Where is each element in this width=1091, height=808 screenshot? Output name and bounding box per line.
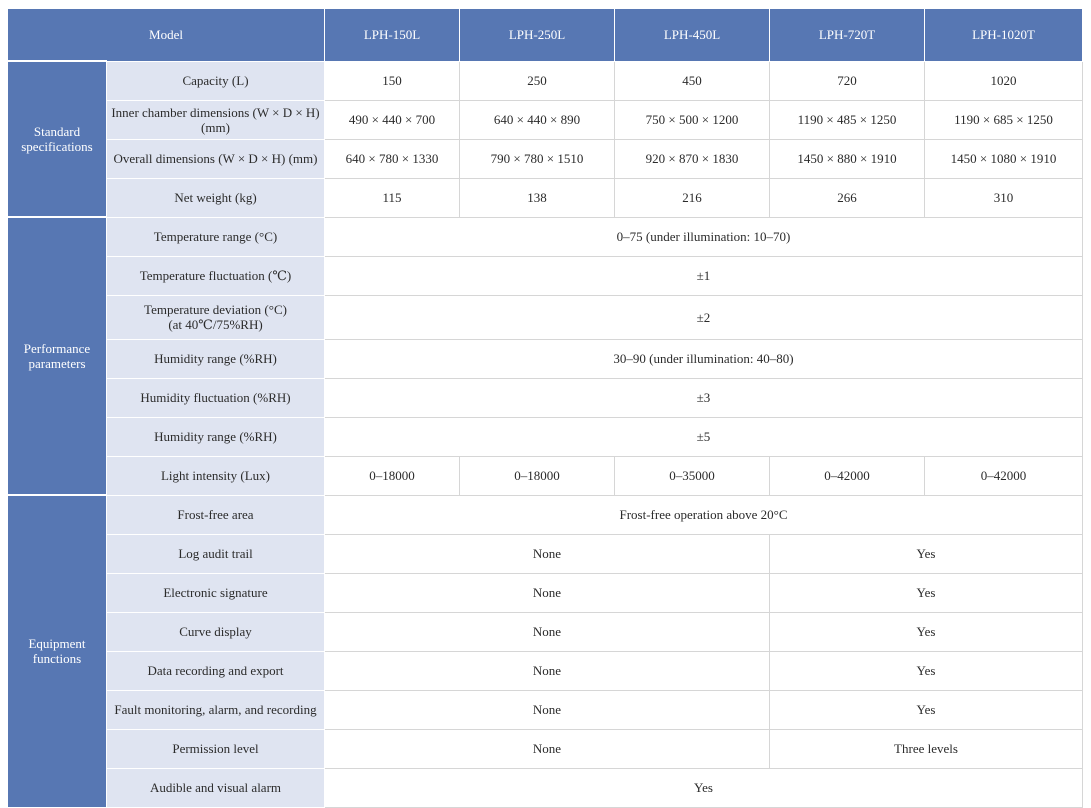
row-label: Fault monitoring, alarm, and recording (107, 690, 325, 729)
cell-value: 0–18000 (325, 456, 460, 495)
table-row (8, 339, 1083, 378)
cell-value: 750 × 500 × 1200 (615, 100, 770, 139)
cell-value: 1190 × 485 × 1250 (770, 100, 925, 139)
model-col-3: LPH-450L (615, 9, 770, 62)
row-label: Humidity fluctuation (%RH) (107, 378, 325, 417)
table-row (8, 690, 1083, 729)
header-row (8, 9, 1083, 62)
cell-value: Frost-free operation above 20°C (325, 495, 1083, 534)
row-label (107, 295, 325, 339)
cell-value: 0–42000 (925, 456, 1083, 495)
equipment-section (8, 495, 1083, 807)
row-label: Audible and visual alarm (107, 768, 325, 807)
cell-value: Yes (770, 651, 1083, 690)
table-row (8, 295, 1083, 339)
row-label: Humidity range (%RH) (107, 339, 325, 378)
cell-value: ±5 (325, 417, 1083, 456)
table-row (8, 456, 1083, 495)
specifications-table (7, 8, 1083, 808)
cell-value: 1020 (925, 61, 1083, 100)
cell-value: 720 (770, 61, 925, 100)
cell-value: 115 (325, 178, 460, 217)
row-label: Light intensity (Lux) (107, 456, 325, 495)
model-col-2: LPH-250L (460, 9, 615, 62)
row-label-line2: (at 40℃/75%RH) (168, 317, 263, 332)
row-label: Overall dimensions (W × D × H) (mm) (107, 139, 325, 178)
cell-value: None (325, 651, 770, 690)
cell-value: ±1 (325, 256, 1083, 295)
table-row (8, 417, 1083, 456)
row-label: Humidity range (%RH) (107, 417, 325, 456)
cell-value: 0–35000 (615, 456, 770, 495)
cell-value: 150 (325, 61, 460, 100)
cell-value: 640 × 780 × 1330 (325, 139, 460, 178)
table-row (8, 61, 1083, 100)
cell-value: 310 (925, 178, 1083, 217)
group-label-performance: Performance parameters (8, 217, 107, 495)
table-row (8, 729, 1083, 768)
group-label-standard: Standard specifications (8, 61, 107, 217)
cell-value: 1450 × 1080 × 1910 (925, 139, 1083, 178)
cell-value: 790 × 780 × 1510 (460, 139, 615, 178)
cell-value: 490 × 440 × 700 (325, 100, 460, 139)
row-label-line1: Temperature deviation (°C) (144, 302, 287, 317)
cell-value: None (325, 573, 770, 612)
group-label-equipment: Equipment functions (8, 495, 107, 807)
cell-value: ±2 (325, 295, 1083, 339)
row-label: Temperature range (°C) (107, 217, 325, 256)
cell-value: 450 (615, 61, 770, 100)
cell-value: ±3 (325, 378, 1083, 417)
cell-value: None (325, 612, 770, 651)
cell-value: None (325, 690, 770, 729)
cell-value: Three levels (770, 729, 1083, 768)
table-row (8, 100, 1083, 139)
cell-value: 250 (460, 61, 615, 100)
row-label: Log audit trail (107, 534, 325, 573)
table-row (8, 612, 1083, 651)
table-row (8, 139, 1083, 178)
cell-value: 0–18000 (460, 456, 615, 495)
table-row (8, 256, 1083, 295)
cell-value: 1450 × 880 × 1910 (770, 139, 925, 178)
row-label: Curve display (107, 612, 325, 651)
model-col-4: LPH-720T (770, 9, 925, 62)
row-label: Electronic signature (107, 573, 325, 612)
row-label: Frost-free area (107, 495, 325, 534)
table-row (8, 534, 1083, 573)
cell-value: 0–75 (under illumination: 10–70) (325, 217, 1083, 256)
standard-section (8, 61, 1083, 217)
cell-value: 920 × 870 × 1830 (615, 139, 770, 178)
table-row (8, 495, 1083, 534)
table-row (8, 651, 1083, 690)
cell-value: 1190 × 685 × 1250 (925, 100, 1083, 139)
row-label: Capacity (L) (107, 61, 325, 100)
cell-value: Yes (770, 534, 1083, 573)
cell-value: Yes (770, 612, 1083, 651)
model-col-1: LPH-150L (325, 9, 460, 62)
table-row (8, 573, 1083, 612)
cell-value: Yes (770, 690, 1083, 729)
cell-value: 266 (770, 178, 925, 217)
cell-value: 138 (460, 178, 615, 217)
table-row (8, 217, 1083, 256)
row-label: Temperature fluctuation (℃) (107, 256, 325, 295)
row-label: Inner chamber dimensions (W × D × H) (mm) (107, 100, 325, 139)
cell-value: 0–42000 (770, 456, 925, 495)
model-col-5: LPH-1020T (925, 9, 1083, 62)
row-label: Permission level (107, 729, 325, 768)
cell-value: 216 (615, 178, 770, 217)
table-row (8, 378, 1083, 417)
table-row (8, 768, 1083, 807)
cell-value: Yes (770, 573, 1083, 612)
cell-value: Yes (325, 768, 1083, 807)
cell-value: None (325, 729, 770, 768)
table-row (8, 178, 1083, 217)
cell-value: 640 × 440 × 890 (460, 100, 615, 139)
row-label: Data recording and export (107, 651, 325, 690)
cell-value: 30–90 (under illumination: 40–80) (325, 339, 1083, 378)
performance-section (8, 217, 1083, 495)
cell-value: None (325, 534, 770, 573)
row-label: Net weight (kg) (107, 178, 325, 217)
model-header: Model (8, 9, 325, 62)
